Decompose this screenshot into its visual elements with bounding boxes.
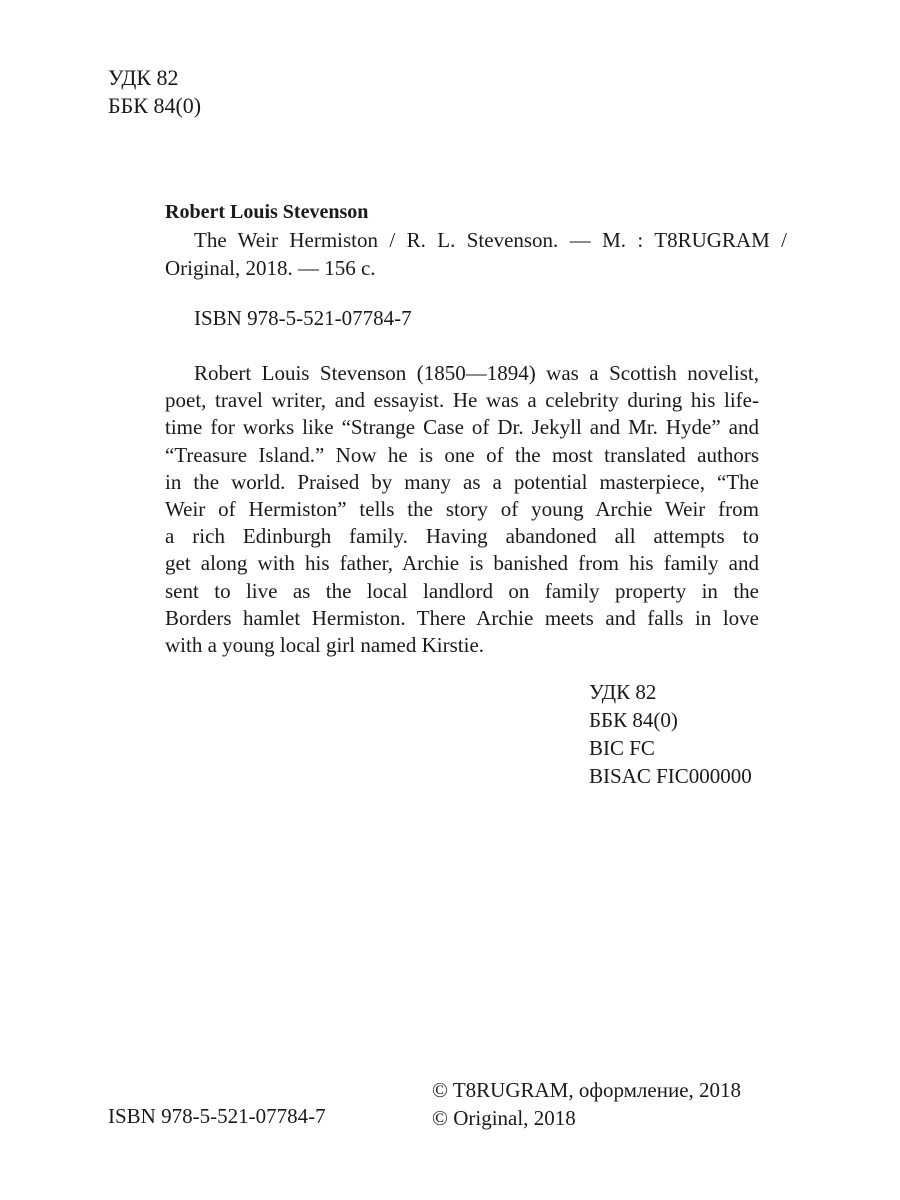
annotation-line: time for works like “Strange Case of Dr. Jekyll and Mr. Hyde” and <box>165 415 759 440</box>
bisac-code: BISAC FIC000000 <box>589 764 752 788</box>
annotation-line: get along with his father, Archie is banished from his family and <box>165 551 759 576</box>
annotation-line: in the world. Praised by many as a potential masterpiece, “The <box>165 469 759 494</box>
annotation-line: sent to live as the local landlord on family property in the <box>165 578 759 603</box>
author-name: Robert Louis Stevenson <box>165 201 369 223</box>
annotation-line: poet, travel writer, and essayist. He was a celebrity during his life- <box>165 388 759 413</box>
bic-code: BIC FC <box>589 736 655 760</box>
classification-codes <box>589 678 752 790</box>
top-classification-codes <box>108 64 201 120</box>
annotation-line: “Treasure Island.” Now he is one of the most translated authors <box>165 442 759 467</box>
bbk-code: ББК 84(0) <box>589 708 678 732</box>
annotation-line: with a young local girl named Kirstie. <box>165 633 485 658</box>
top-udk-code: УДК 82 <box>108 65 179 90</box>
annotation-line: Robert Louis Stevenson (1850—1894) was a Scottish novelist, <box>194 361 759 385</box>
top-bbk-code: ББК 84(0) <box>108 93 202 118</box>
footer-isbn: ISBN 978-5-521-07784-7 <box>108 1104 326 1128</box>
bibliographic-entry-line-2: Original, 2018. — 156 с. <box>165 256 376 280</box>
annotation-line: a rich Edinburgh family. Having abandoned all attempts to <box>165 524 759 549</box>
copyright-notices <box>432 1076 741 1132</box>
record-isbn: ISBN 978-5-521-07784-7 <box>194 306 412 330</box>
bibliographic-entry-line-1: The Weir Hermiston / R. L. Stevenson. — M. : T8RUGRAM / <box>194 228 787 252</box>
annotation-line: Borders hamlet Hermiston. There Archie meets and falls in love <box>165 605 759 630</box>
copyright-publisher: © T8RUGRAM, оформление, 2018 <box>432 1078 742 1102</box>
annotation-line: Weir of Hermiston” tells the story of young Archie Weir from <box>165 497 759 522</box>
copyright-original: © Original, 2018 <box>432 1106 576 1130</box>
udk-code: УДК 82 <box>589 680 657 704</box>
bibliographic-record <box>165 198 787 659</box>
annotation-paragraph <box>165 360 759 659</box>
